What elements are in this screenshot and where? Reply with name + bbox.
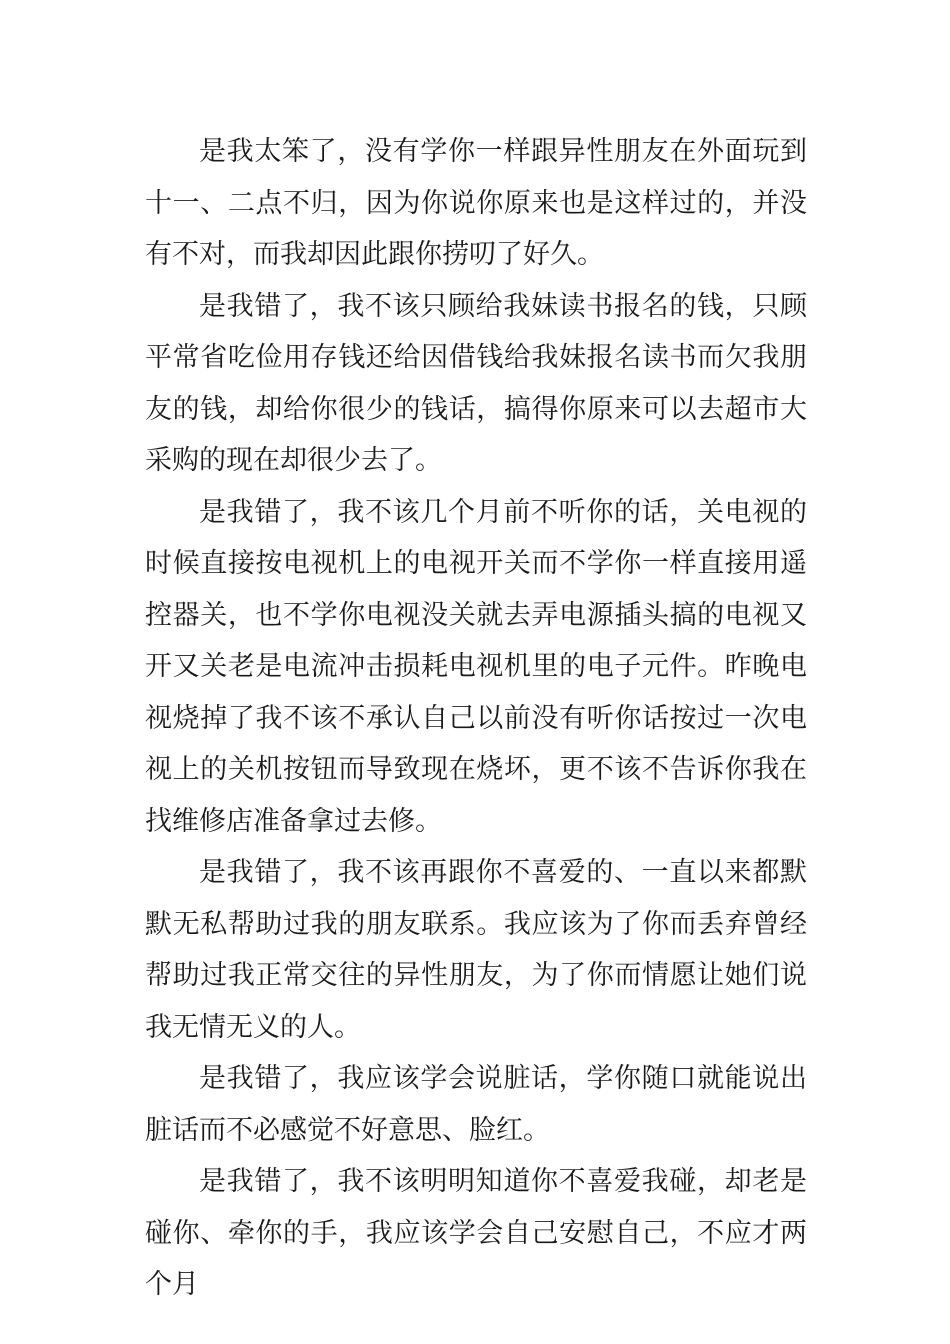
paragraph-2: 是我错了，我不该只顾给我妹读书报名的钱，只顾平常省吃俭用存钱还给因借钱给我妹报名读书而欠我朋友的钱，却给你很少的钱话，搞得你原来可以去超市大采购的现在却很少去了。 [145,290,807,476]
paragraph-3: 是我错了，我不该几个月前不听你的话，关电视的时候直接按电视机上的电视开关而不学你一样直接用遥控器关，也不学你电视没关就去弄电源插头搞的电视又开又关老是电流冲击损耗电视机里的电子元件。昨晚电视烧掉了我不该不承认自己以前没有听你话按过一次电视上的关机按钮而导致现在烧坏，更不该不告诉你我在找维修店准备拿过去修。 [145,496,807,837]
paragraph-5: 是我错了，我应该学会说脏话，学你随口就能说出脏话而不必感觉不好意思、脸红。 [145,1063,807,1146]
paragraph-4: 是我错了，我不该再跟你不喜爱的、一直以来都默默无私帮助过我的朋友联系。我应该为了你而丢弃曾经帮助过我正常交往的异性朋友，为了你而情愿让她们说我无情无义的人。 [145,857,807,1043]
paragraph-1: 是我太笨了，没有学你一样跟异性朋友在外面玩到十一、二点不归，因为你说你原来也是这样过的，并没有不对，而我却因此跟你捞叨了好久。 [145,136,807,270]
document-body [145,126,807,1311]
paragraph-6: 是我错了，我不该明明知道你不喜爱我碰，却老是碰你、牵你的手，我应该学会自己安慰自己，不应才两个月 [145,1166,807,1300]
